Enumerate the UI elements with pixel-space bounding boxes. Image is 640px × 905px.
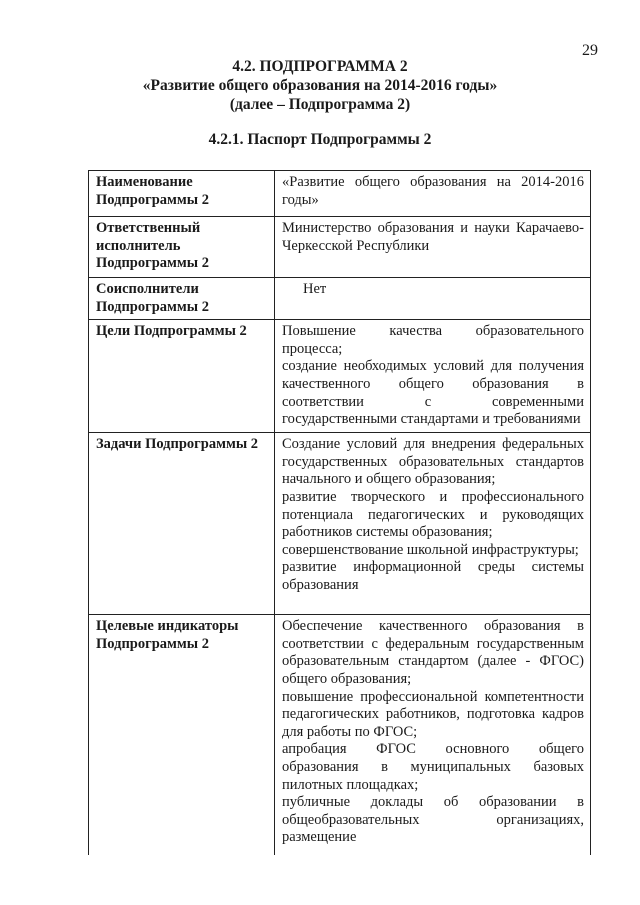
row-label: Целевые индикаторы Подпрограммы 2 — [89, 615, 275, 855]
value-paragraph: создание необходимых условий для получения качественного общего образования в соответствии с современными государственными стандартами и требованиями — [282, 358, 584, 428]
value-paragraph: «Развитие общего образования на 2014-2016 годы» — [282, 174, 584, 208]
value-paragraph: Обеспечение качественного образования в соответствии с федеральным государственным образовательным стандартом (далее - ФГОС) общего образования; — [282, 618, 584, 687]
section-title: 4.2.1. Паспорт Подпрограммы 2 — [208, 131, 432, 148]
subprogram-name: «Развитие общего образования на 2014-2016 годы» — [142, 77, 498, 94]
row-value — [275, 615, 591, 855]
value-paragraph: публичные доклады об образовании в общеобразовательных организациях, размещение — [282, 794, 584, 846]
passport-table — [88, 170, 591, 855]
value-paragraph: развитие информационной среды системы образования — [282, 559, 584, 593]
subprogram-heading: 4.2. ПОДПРОГРАММА 2 — [232, 58, 408, 75]
value-paragraph: повышение профессиональной компетентности педагогических работников, подготовка кадров для работы по ФГОС; — [282, 688, 584, 740]
row-label: Задачи Подпрограммы 2 — [89, 433, 275, 615]
table-row — [89, 433, 591, 615]
row-label: Соисполнители Подпрограммы 2 — [89, 278, 275, 320]
value-paragraph: Министерство образования и науки Карачаево-Черкесской Республики — [282, 220, 584, 254]
value-paragraph: совершенствование школьной инфраструктуры; — [282, 541, 579, 558]
subprogram-abbreviation: (далее – Подпрограмма 2) — [229, 96, 411, 113]
table-row — [89, 171, 591, 217]
table-row — [89, 320, 591, 433]
table-row — [89, 615, 591, 855]
row-value — [275, 433, 591, 615]
table-row — [89, 278, 591, 320]
value-paragraph: развитие творческого и профессионального потенциала педагогических и руководящих работников системы образования; — [282, 488, 584, 541]
value-paragraph: Нет — [303, 281, 327, 297]
row-label: Ответственный исполнитель Подпрограммы 2 — [89, 217, 275, 278]
value-paragraph: Создание условий для внедрения федеральных государственных образовательных стандартов начального и общего образования; — [282, 436, 584, 488]
table-row — [89, 217, 591, 278]
row-value — [275, 320, 591, 433]
row-value — [275, 278, 591, 320]
value-paragraph: Повышение качества образовательного процесса; — [282, 323, 584, 357]
row-value — [275, 171, 591, 217]
row-label: Цели Подпрограммы 2 — [89, 320, 275, 433]
page-number: 29 — [582, 42, 598, 59]
row-label: Наименование Подпрограммы 2 — [89, 171, 275, 217]
value-paragraph: апробация ФГОС основного общего образования в муниципальных базовых пилотных площадках; — [282, 741, 584, 793]
row-value — [275, 217, 591, 278]
